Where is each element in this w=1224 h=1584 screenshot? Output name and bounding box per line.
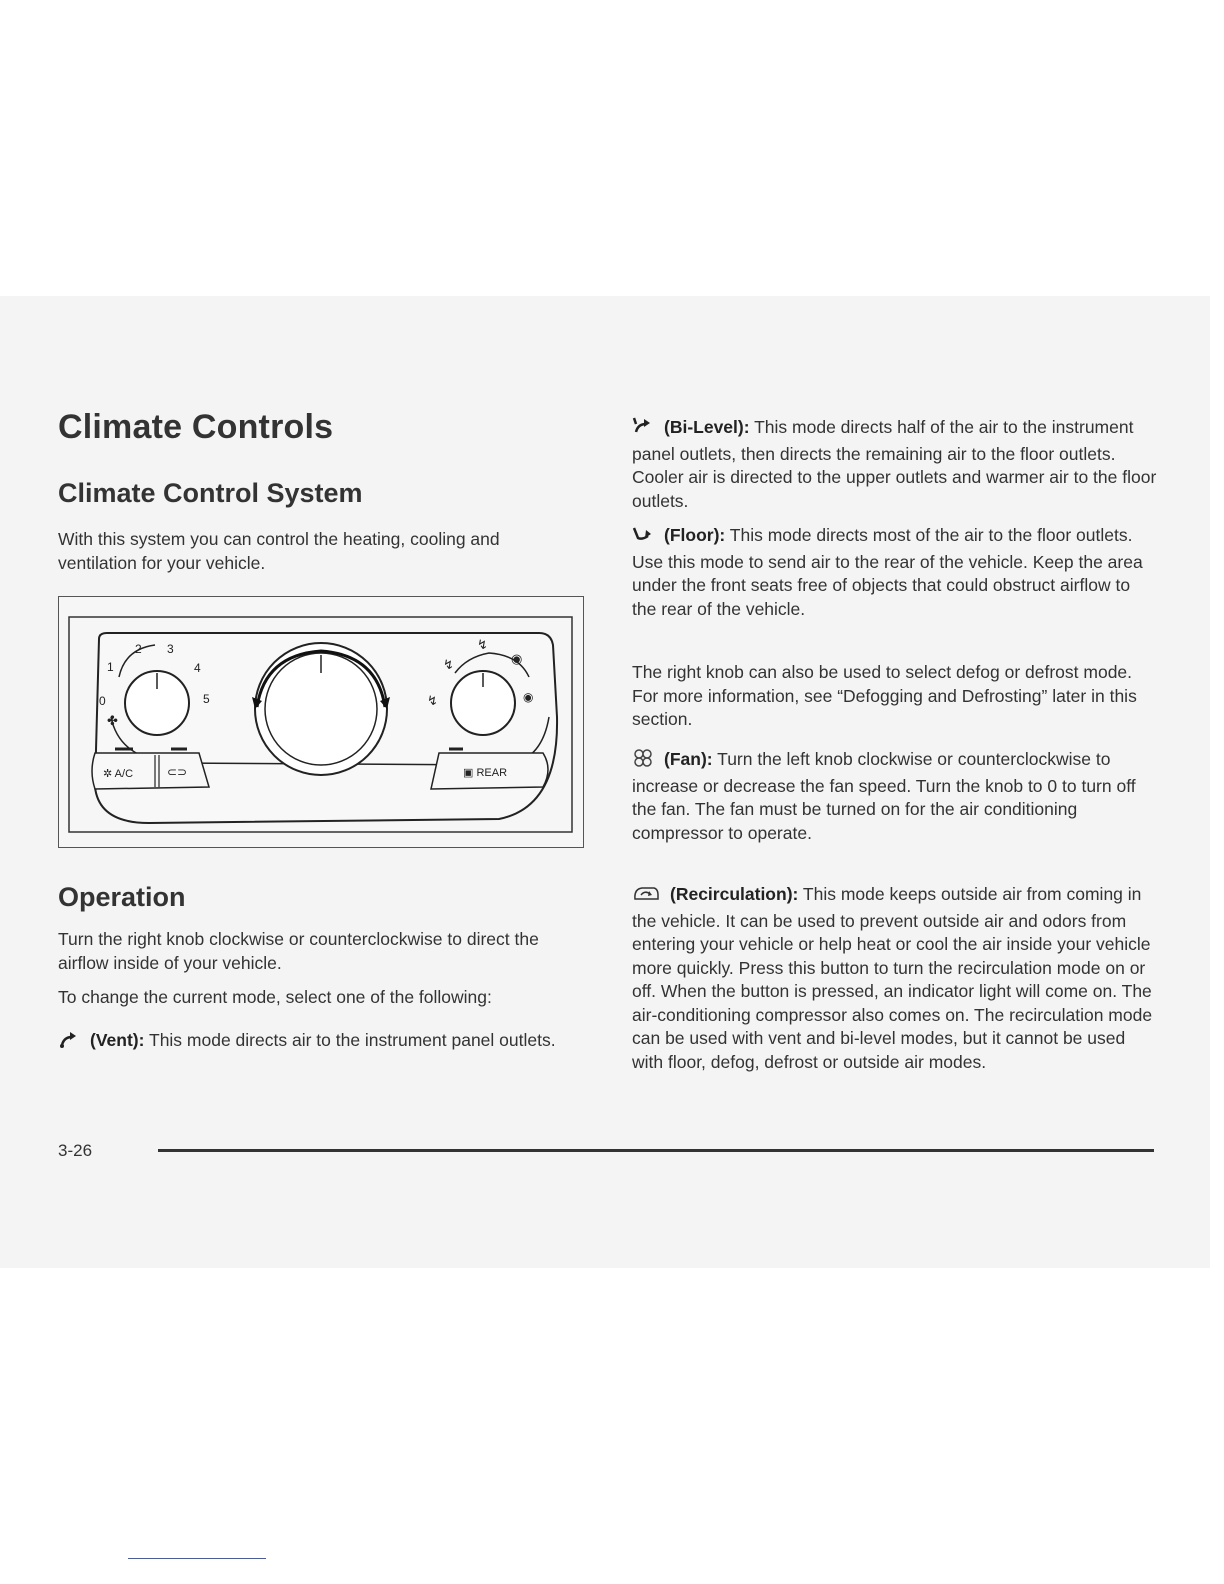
- floor-icon: [632, 524, 654, 551]
- operation-paragraph-2: To change the current mode, select one of the following:: [58, 987, 492, 1007]
- operation-paragraph-1: Turn the right knob clockwise or counterclockwise to direct the airflow inside of your vehicle.: [58, 929, 539, 973]
- floor-icon: ↯: [477, 638, 488, 653]
- bilevel-icon: ↯: [443, 658, 454, 673]
- recirculation-term: (Recirculation):: [670, 884, 799, 904]
- defog-icon: ◉: [511, 652, 523, 667]
- fan-scale-1: 1: [107, 660, 114, 674]
- bottom-underline: [128, 1558, 266, 1559]
- ac-button-label: ✲ A/C: [103, 768, 134, 780]
- fan-scale-4: 4: [194, 661, 201, 675]
- recirculation-button-icon: ⊂⊃: [167, 765, 188, 779]
- bilevel-text: This mode directs half of the air to the instrument panel outlets, then directs the remaining air to the floor outlets. Cooler air is directed to the upper outlets and warmer air to the floor outlets.: [632, 417, 1157, 511]
- right-knob-paragraph: The right knob can also be used to select defog or defrost mode. For more information, see “Defogging and Defrosting” later in this section.: [632, 662, 1137, 729]
- section-heading-climate-control-system: Climate Control System: [58, 478, 363, 508]
- vent-icon: [58, 1029, 80, 1056]
- floor-term: (Floor):: [664, 525, 726, 545]
- recirculation-icon: [632, 883, 660, 910]
- intro-paragraph: With this system you can control the heating, cooling and ventilation for your vehicle.: [58, 529, 500, 573]
- climate-control-panel-figure: [58, 596, 584, 848]
- page-title: Climate Controls: [58, 408, 334, 446]
- footer-rule: [158, 1149, 1154, 1152]
- fan-scale-2: 2: [135, 642, 142, 656]
- floor-text: This mode directs most of the air to the floor outlets. Use this mode to send air to the rear of the vehicle. Keep the area under the front seats free of objects that could obstruct airflow to the rear of the vehicle.: [632, 525, 1143, 619]
- fan-scale-0: 0: [99, 694, 106, 708]
- floor-mode-paragraph: [632, 524, 1157, 621]
- page-number: 3-26: [58, 1141, 93, 1160]
- vent-icon: ↯: [427, 694, 438, 709]
- section-heading-operation: Operation: [58, 882, 186, 912]
- fan-paragraph: [632, 748, 1157, 845]
- climate-panel-illustration: [59, 597, 582, 846]
- bilevel-icon: [632, 416, 654, 443]
- fan-term: (Fan):: [664, 749, 713, 769]
- fan-scale-5: 5: [203, 692, 210, 706]
- fan-scale-3: 3: [167, 642, 174, 656]
- bilevel-mode-paragraph: [632, 416, 1157, 513]
- vent-mode-paragraph: [58, 1029, 578, 1056]
- vent-text: This mode directs air to the instrument panel outlets.: [149, 1030, 556, 1050]
- fan-icon: [632, 748, 654, 775]
- defrost-icon: ◉: [523, 690, 534, 704]
- recirculation-paragraph: [632, 883, 1157, 1074]
- fan-icon: ✤: [107, 714, 118, 729]
- rear-button-label: ▣ REAR: [463, 767, 508, 779]
- bilevel-term: (Bi-Level):: [664, 417, 750, 437]
- fan-text: Turn the left knob clockwise or counterclockwise to increase or decrease the fan speed. Turn the knob to 0 to turn off the fan. The fan must be turned on for the air conditioning compressor to operate.: [632, 749, 1136, 843]
- vent-term: (Vent):: [90, 1030, 145, 1050]
- manual-page: [0, 296, 1210, 1268]
- recirculation-text: This mode keeps outside air from coming in the vehicle. It can be used to prevent outside air and odors from entering your vehicle or help heat or cool the air inside your vehicle more quickly. Press this button to turn the recirculation mode on or off. When the button is pressed, an indicator light will come on. The air-conditioning compressor also comes on. The recirculation mode can be used with vent and bi-level modes, but it cannot be used with floor, defog, defrost or outside air modes.: [632, 884, 1153, 1072]
